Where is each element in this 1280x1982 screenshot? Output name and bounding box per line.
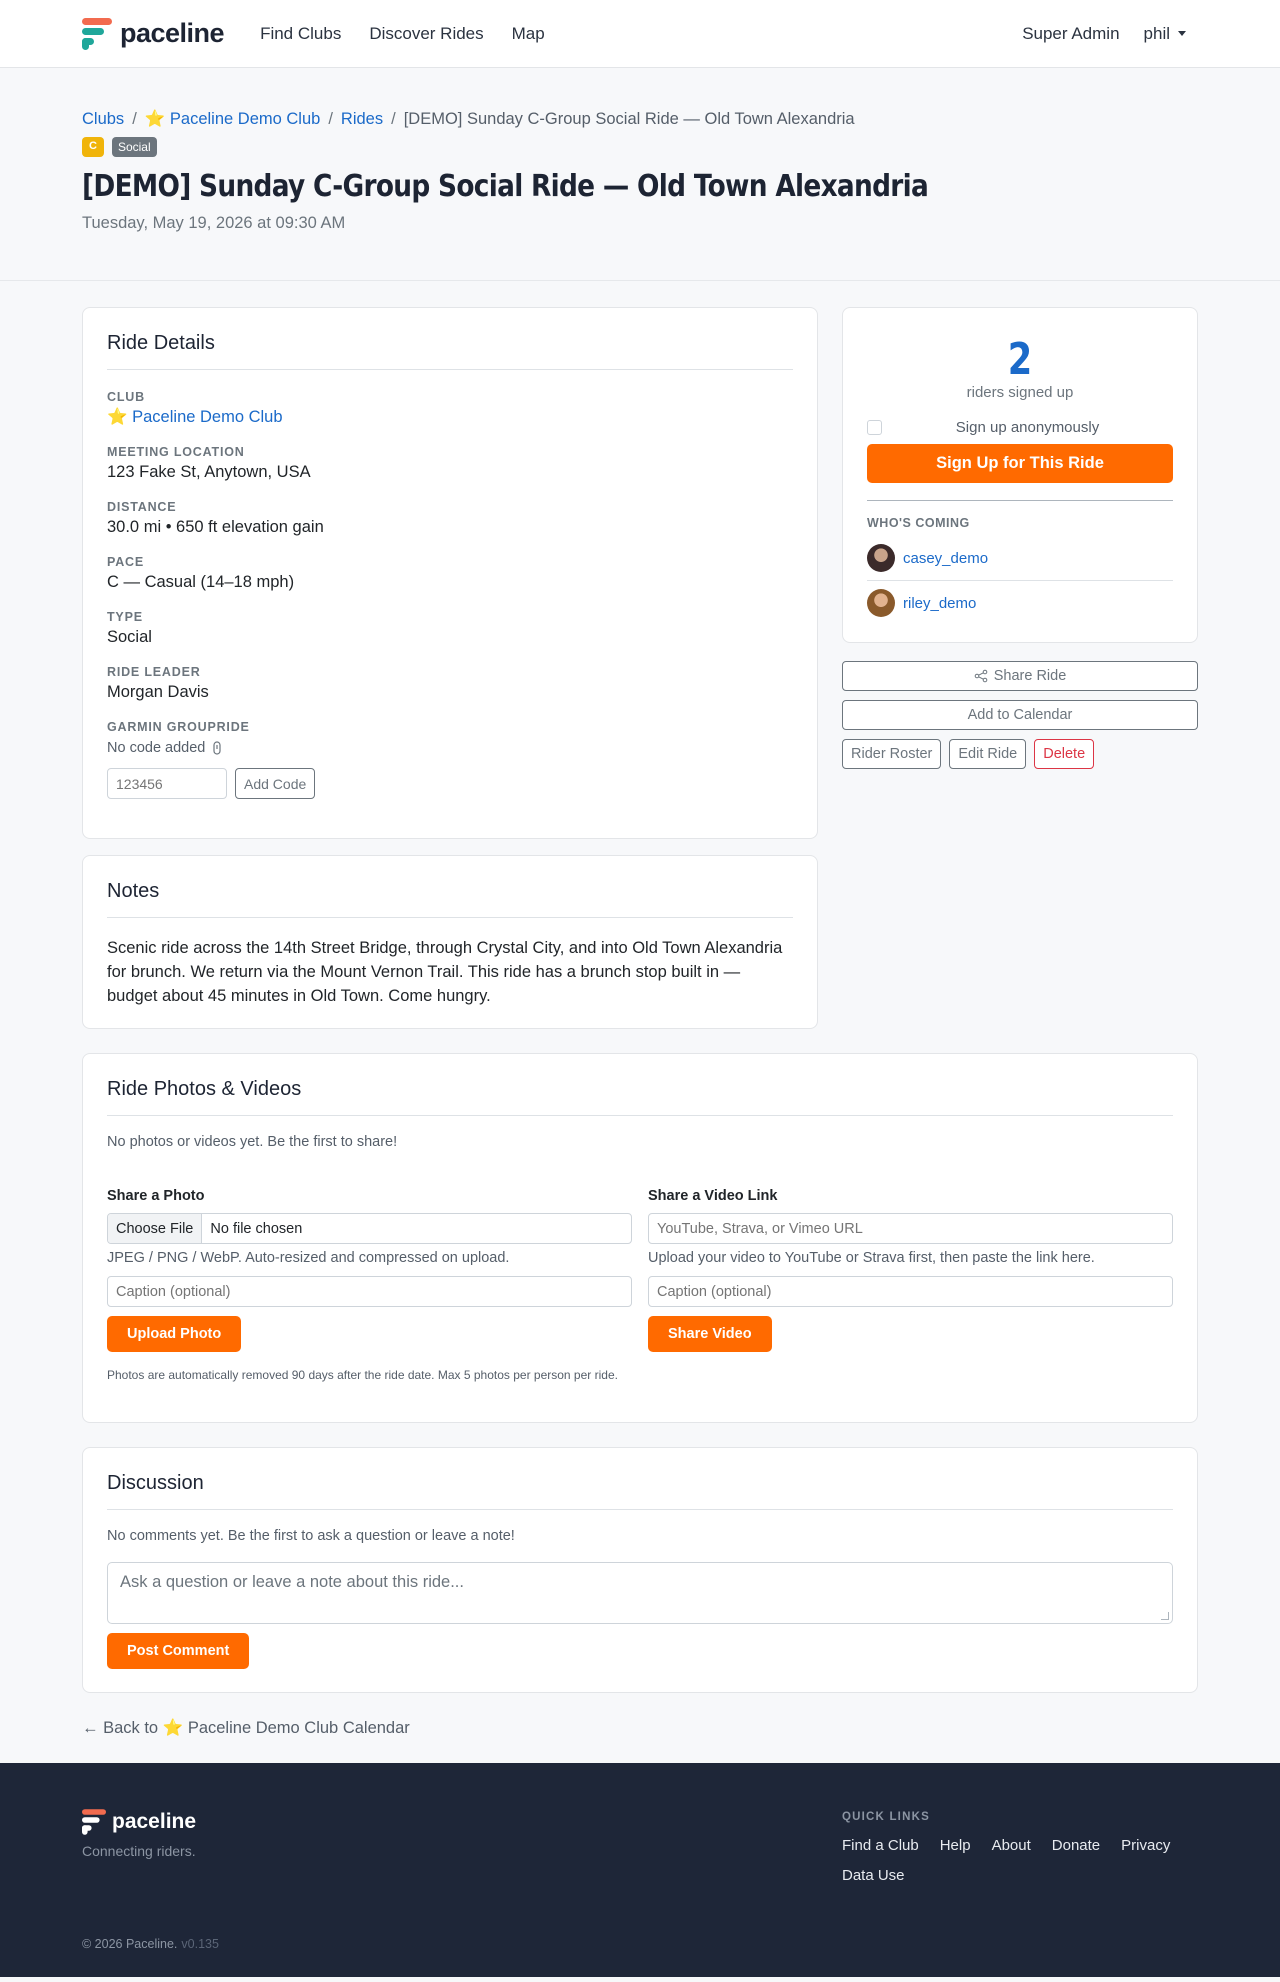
garmin-status-text: No code added: [107, 740, 206, 756]
ride-details-title: Ride Details: [107, 332, 793, 370]
discussion-card: [82, 1447, 1198, 1693]
version-text: v0.135: [181, 1937, 219, 1951]
footer-link-help[interactable]: Help: [939, 1837, 971, 1854]
paceline-logo-icon: [82, 18, 112, 50]
discussion-title: Discussion: [107, 1472, 1173, 1510]
photo-caption-input[interactable]: [107, 1276, 632, 1307]
garmin-status: [107, 740, 793, 756]
field-value-pace: C — Casual (14–18 mph): [107, 573, 295, 591]
field-value-meeting-location: 123 Fake St, Anytown, USA: [107, 463, 311, 481]
club-link[interactable]: ⭐ Paceline Demo Club: [107, 408, 283, 426]
photos-policy-note: Photos are automatically removed 90 days after the ride date. Max 5 photos per person per ride.: [107, 1368, 618, 1382]
photos-card: [82, 1053, 1198, 1423]
footer-link-donate[interactable]: Donate: [1051, 1837, 1101, 1854]
resize-handle-icon[interactable]: [1161, 1612, 1169, 1620]
rider-link[interactable]: riley_demo: [903, 594, 977, 612]
breadcrumb-separator: /: [132, 110, 137, 128]
info-icon[interactable]: [211, 741, 223, 755]
photo-forms: [107, 1188, 1173, 1352]
whos-coming-label: WHO'S COMING: [867, 516, 970, 530]
quick-links: [842, 1811, 1202, 1884]
field-value-ride-leader: Morgan Davis: [107, 683, 209, 701]
field-value-type: Social: [107, 628, 152, 646]
share-video-form: [648, 1188, 1173, 1352]
page-title: [DEMO] Sunday C-Group Social Ride — Old Town Alexandria: [82, 169, 929, 204]
footer-tagline: Connecting riders.: [82, 1843, 196, 1859]
breadcrumb-club[interactable]: ⭐ Paceline Demo Club: [144, 110, 321, 128]
back-to-calendar-link[interactable]: ← Back to ⭐ Paceline Demo Club Calendar: [82, 1719, 410, 1737]
field-label-ride-leader: RIDE LEADER: [107, 665, 201, 679]
copyright: [82, 1937, 219, 1951]
share-ride-button[interactable]: [842, 661, 1198, 691]
field-label-type: TYPE: [107, 610, 143, 624]
video-url-input[interactable]: [648, 1213, 1173, 1244]
garmin-code-form: [107, 768, 793, 799]
notes-text: Scenic ride across the 14th Street Bridge, through Crystal City, and into Old Town Alexandria for brunch. We return via the Mount Vernon Trail. This ride has a brunch stop built in — budget about 45 minutes in Old Town. Come hungry.: [107, 939, 783, 1005]
rider-item: [867, 536, 1173, 581]
breadcrumb-separator: /: [391, 110, 396, 128]
nav-links: [260, 24, 545, 44]
photo-file-input[interactable]: [107, 1213, 632, 1244]
brand-logo-link[interactable]: [82, 18, 224, 50]
footer-link-privacy[interactable]: Privacy: [1121, 1837, 1171, 1854]
add-code-button[interactable]: Add Code: [235, 768, 315, 799]
ride-date: Tuesday, May 19, 2026 at 09:30 AM: [82, 214, 346, 232]
field-label-club: CLUB: [107, 390, 145, 404]
main-content: [0, 281, 1280, 1763]
quick-links-label: QUICK LINKS: [842, 1811, 930, 1823]
nav-super-admin[interactable]: Super Admin: [1022, 23, 1120, 43]
upload-photo-button[interactable]: Upload Photo: [107, 1316, 241, 1352]
breadcrumb-current: [DEMO] Sunday C-Group Social Ride — Old Town Alexandria: [403, 110, 855, 128]
garmin-code-input[interactable]: [107, 768, 227, 799]
footer-brand-name: paceline: [112, 1810, 197, 1833]
anonymous-label: Sign up anonymously: [955, 419, 1100, 436]
video-help-text: Upload your video to YouTube or Strava first, then paste the link here.: [648, 1250, 1095, 1266]
ride-details-card: [82, 307, 818, 839]
file-name-text: No file chosen: [210, 1220, 303, 1237]
content-row: [82, 307, 1198, 1029]
admin-actions: [842, 739, 1198, 769]
rider-roster-button[interactable]: Rider Roster: [842, 739, 941, 769]
comment-textarea[interactable]: [107, 1562, 1173, 1624]
photos-empty-text: No photos or videos yet. Be the first to share!: [107, 1134, 398, 1150]
anonymous-signup-row[interactable]: [867, 419, 1173, 436]
add-to-calendar-button[interactable]: Add to Calendar: [842, 700, 1198, 730]
signup-card: [842, 307, 1198, 643]
breadcrumb-separator: /: [328, 110, 333, 128]
rider-item: [867, 581, 1173, 625]
ride-details-fields: [107, 390, 793, 799]
field-label-pace: PACE: [107, 555, 145, 569]
rider-count-label: riders signed up: [966, 384, 1074, 401]
right-column: [842, 307, 1198, 1029]
share-icon: [974, 669, 988, 683]
share-photo-heading: Share a Photo: [107, 1188, 205, 1204]
footer-link-data-use[interactable]: Data Use: [842, 1867, 905, 1884]
delete-ride-button[interactable]: Delete: [1034, 739, 1094, 769]
field-value-distance: 30.0 mi • 650 ft elevation gain: [107, 518, 324, 536]
video-caption-input[interactable]: [648, 1276, 1173, 1307]
breadcrumb: [82, 110, 1198, 129]
post-comment-button[interactable]: Post Comment: [107, 1633, 249, 1669]
whos-coming: [867, 500, 1173, 625]
breadcrumb-clubs[interactable]: Clubs: [82, 110, 125, 128]
nav-right: [1022, 24, 1198, 44]
paceline-logo-icon: [82, 1809, 106, 1835]
notes-card: [82, 855, 818, 1029]
nav-map[interactable]: Map: [511, 23, 545, 43]
ride-badges: [82, 137, 1198, 157]
field-label-distance: DISTANCE: [107, 500, 177, 514]
pace-badge: C: [82, 137, 104, 157]
type-badge: Social: [112, 137, 157, 157]
sign-up-button[interactable]: Sign Up for This Ride: [867, 444, 1173, 483]
field-label-garmin: GARMIN GROUPRIDE: [107, 720, 250, 734]
ride-actions: [842, 661, 1198, 769]
nav-discover-rides[interactable]: Discover Rides: [369, 23, 484, 43]
nav-find-clubs[interactable]: Find Clubs: [260, 23, 342, 43]
avatar: [867, 589, 895, 617]
caret-down-icon: [1178, 31, 1186, 36]
field-value-club: [107, 408, 793, 427]
discussion-empty-text: No comments yet. Be the first to ask a question or leave a note!: [107, 1528, 515, 1544]
navbar: [0, 0, 1280, 68]
breadcrumb-rides[interactable]: Rides: [340, 110, 384, 128]
rider-list: [867, 536, 1173, 625]
footer-link-find-a-club[interactable]: Find a Club: [842, 1837, 919, 1854]
share-video-button[interactable]: Share Video: [648, 1316, 772, 1352]
edit-ride-button[interactable]: Edit Ride: [949, 739, 1026, 769]
footer-link-about[interactable]: About: [991, 1837, 1031, 1854]
share-ride-label: Share Ride: [993, 668, 1067, 684]
rider-count: 2: [1007, 334, 1033, 385]
copyright-text: © 2026 Paceline.: [82, 1937, 178, 1951]
footer: [0, 1763, 1280, 1977]
page-header: [0, 68, 1280, 281]
photo-help-text: JPEG / PNG / WebP. Auto-resized and compressed on upload.: [107, 1250, 510, 1266]
notes-title: Notes: [107, 880, 793, 918]
choose-file-button[interactable]: Choose File: [108, 1214, 202, 1243]
anonymous-checkbox[interactable]: [867, 420, 882, 435]
left-column: [82, 307, 818, 1029]
brand-name: paceline: [120, 18, 225, 48]
avatar: [867, 544, 895, 572]
photos-title: Ride Photos & Videos: [107, 1078, 1173, 1116]
field-label-meeting-location: MEETING LOCATION: [107, 445, 245, 459]
comment-placeholder: Ask a question or leave a note about this ride...: [120, 1573, 464, 1591]
user-name: phil: [1143, 23, 1170, 43]
share-photo-form: [107, 1188, 632, 1352]
share-video-heading: Share a Video Link: [648, 1188, 778, 1204]
rider-link[interactable]: casey_demo: [903, 549, 989, 567]
quick-links-list: [842, 1837, 1202, 1884]
user-menu-toggle[interactable]: [1144, 24, 1186, 44]
